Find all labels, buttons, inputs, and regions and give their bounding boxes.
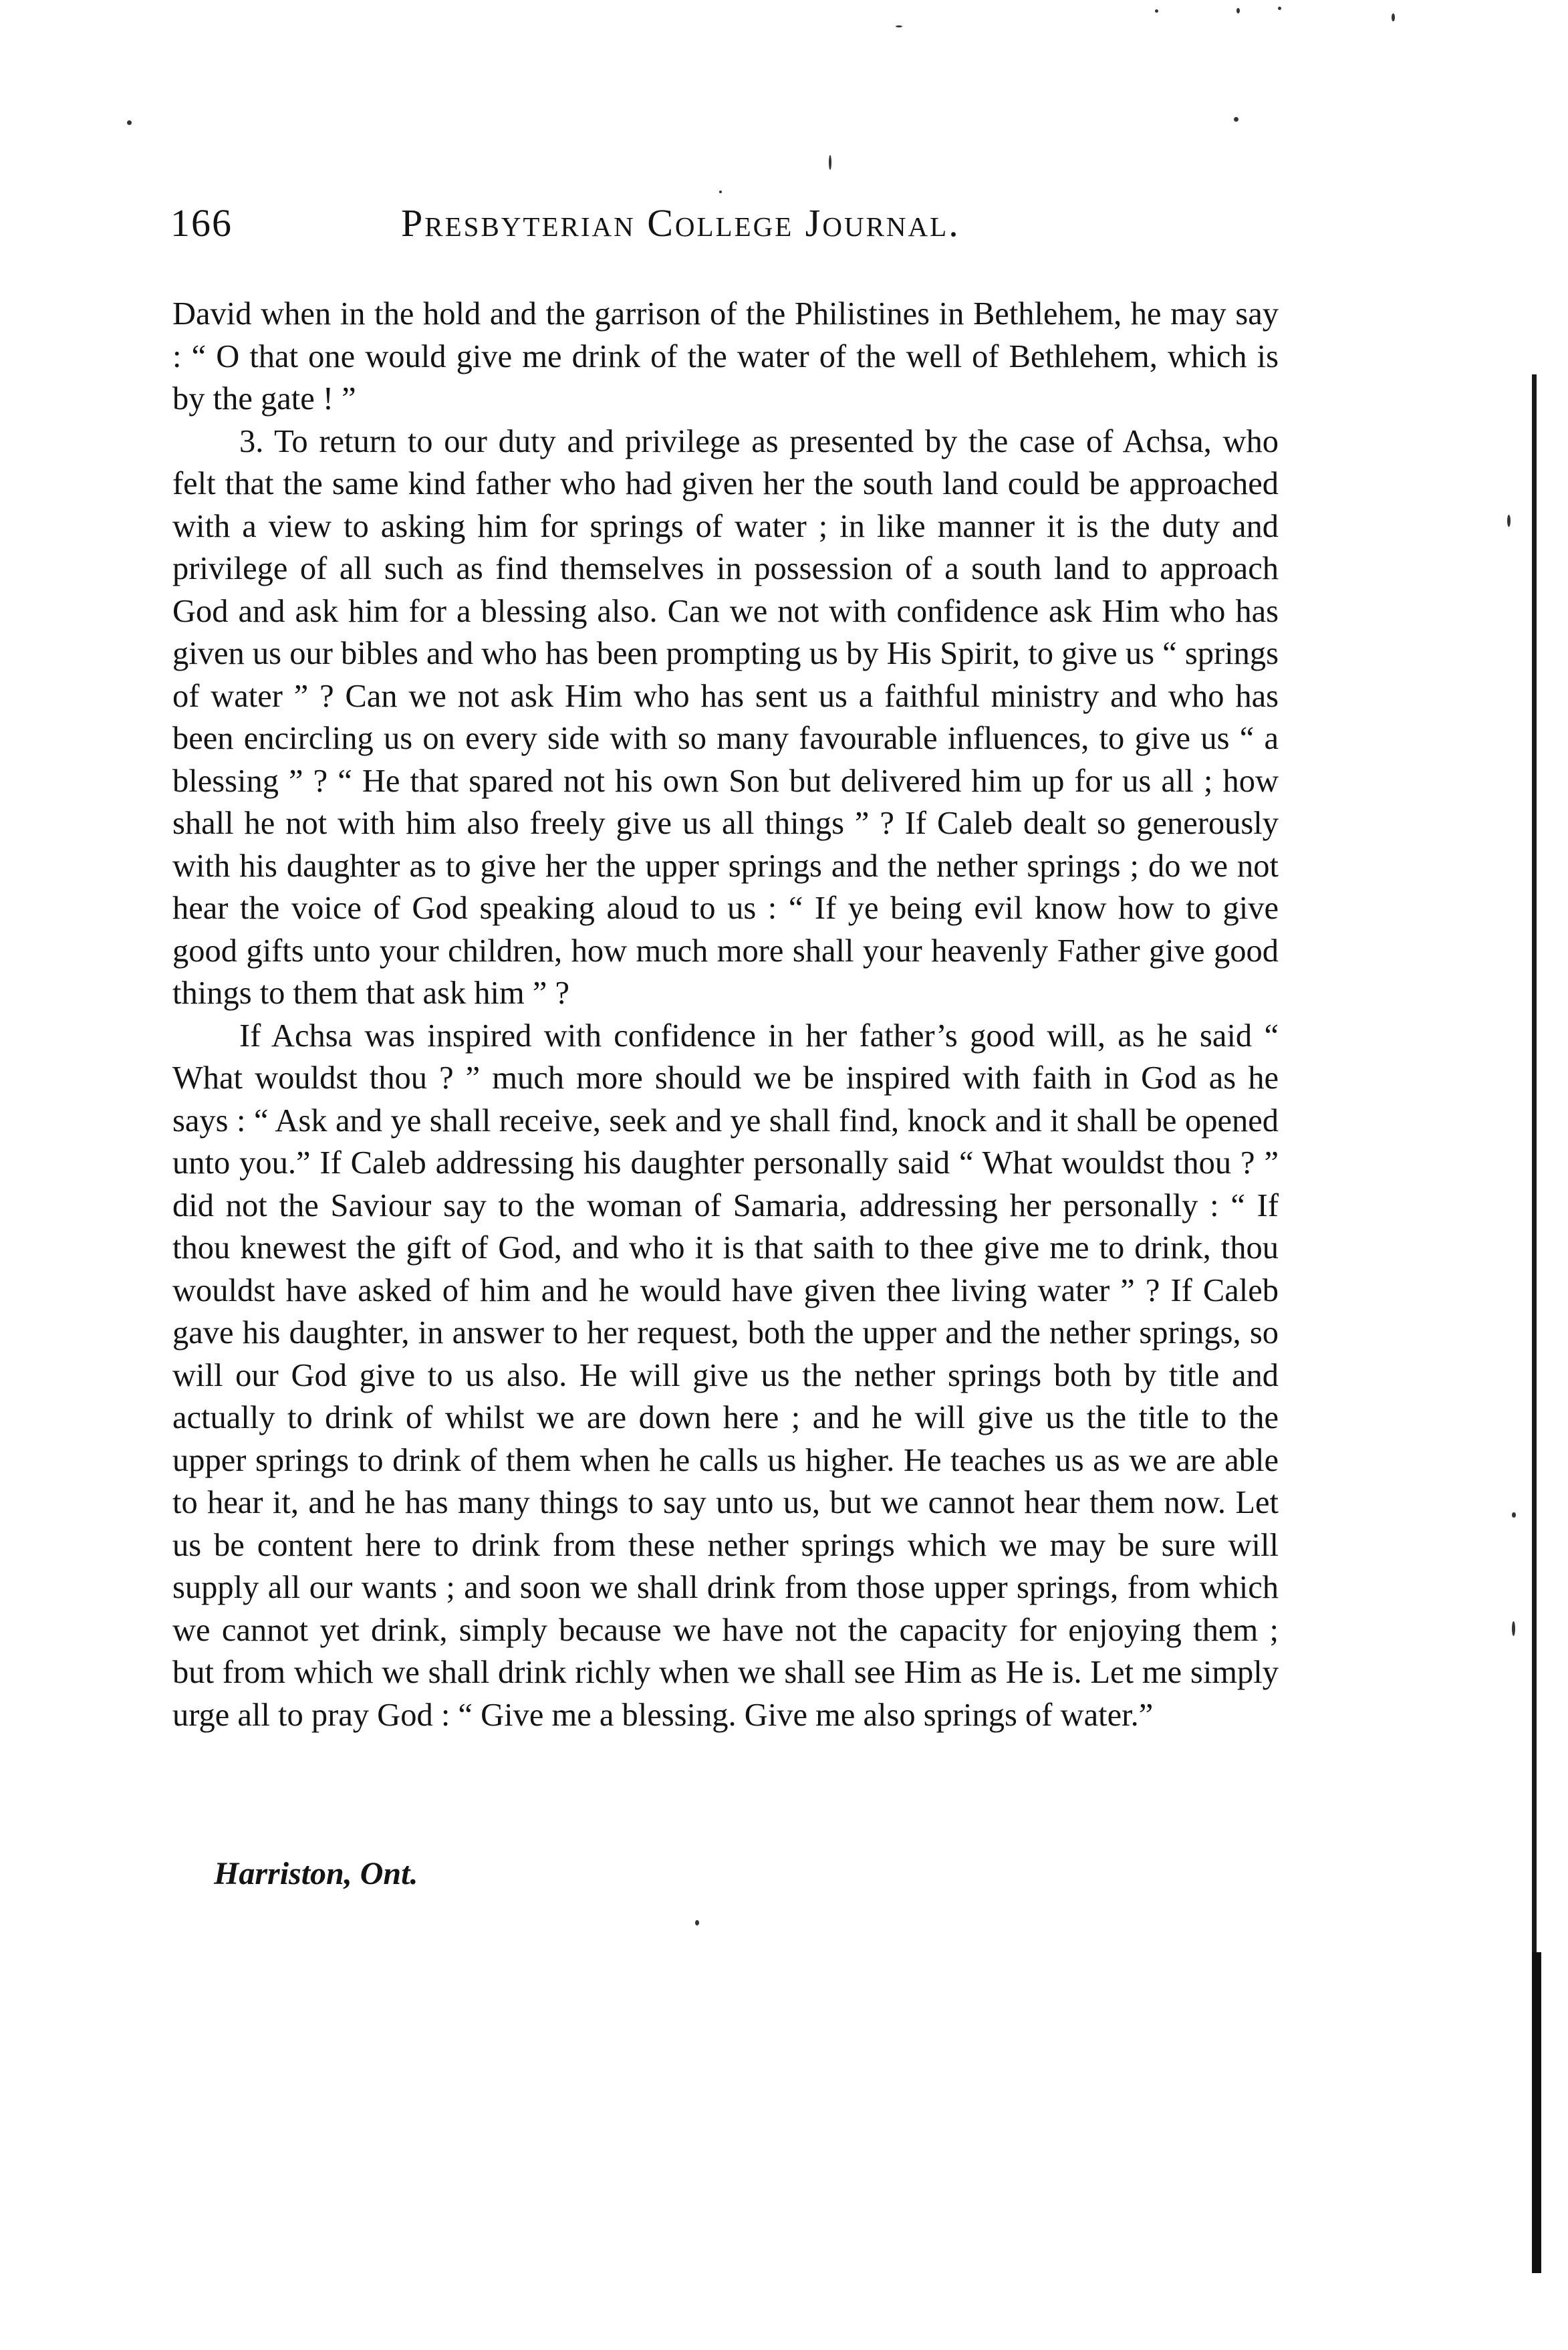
scan-speck [1236, 8, 1240, 13]
paragraph-point-three: 3. To return to our duty and privilege as presented by the case of Achsa, who felt that the same kind father who had given her the south land could be approached with a view to asking him for springs of water ; in like manner it is the duty and privilege of all such as find themselves in possession of a south land to approach God and ask him for a blessing also. Can we not with confidence ask Him who has given us our bibles and who has been prompting us by His Spirit, to give us “ springs of water ” ? Can we not ask Him who has sent us a faithful ministry and who has been encircling us on every side with so many favourable influences, to give us “ a blessing ” ? “ He that spared not his own Son but delivered him up for us all ; how shall he not with him also freely give us all things ” ? If Caleb dealt so generously with his daughter as to give her the upper springs and the nether springs ; do we not hear the voice of God speaking aloud to us : “ If ye being evil know how to give good gifts unto your children, how much more shall your heavenly Father give good things to them that ask him ” ? [172, 423, 1279, 1011]
running-title: Presbyterian College Journal. [401, 201, 960, 245]
binding-edge-shadow-thick [1532, 1952, 1541, 2273]
page-number: 166 [170, 201, 233, 245]
scan-speck [1512, 1512, 1516, 1518]
scan-speck [1155, 9, 1158, 13]
scan-speck [896, 25, 902, 27]
scan-speck [127, 120, 132, 125]
scan-speck [1234, 117, 1238, 122]
scan-speck [1512, 1621, 1515, 1636]
scan-speck [829, 155, 831, 170]
author-location: Harriston, Ont. [214, 1856, 418, 1891]
scan-speck [1507, 515, 1511, 527]
scan-speck [1278, 7, 1281, 10]
paragraph-conclusion: If Achsa was inspired with confidence in her father’s good will, as he said “ What wouldst thou ? ” much more should we be inspired with faith in God as he says : “ Ask and ye shall receive, seek and ye shall find, knock and it shall be opened unto you.” If Caleb addressing his daughter personally said “ What wouldst thou ? ” did not the Saviour say to the woman of Samaria, addressing her personally : “ If thou knewest the gift of God, and who it is that saith to thee give me to drink, thou wouldst have asked of him and he would have given thee living water ” ? If Caleb gave his daughter, in answer to her request, both the upper and the nether springs, so will our God give to us also. He will give us the nether springs both by title and actually to drink of whilst we are down here ; and he will give us the title to the upper springs to drink of them when he calls us higher. He teaches us as we are able to hear it, and he has many things to say unto us, but we cannot hear them now. Let us be content here to drink from these nether springs which we may be sure will supply all our wants ; and soon we shall drink from those upper springs, from which we cannot yet drink, simply because we have not the capacity for enjoying them ; but from which we shall drink richly when we shall see Him as He is. Let me simply urge all to pray God : “ Give me a blessing. Give me also springs of water.” [172, 1018, 1279, 1733]
scan-speck [695, 1920, 699, 1925]
paragraph-continuation: David when in the hold and the garrison of the Philistines in Bethlehem, he may say : “ O that one would give me drink of the water of the well of Bethlehem, which is by the gate ! ” [172, 296, 1279, 417]
article-body [172, 293, 1279, 1736]
page-header [170, 201, 1307, 261]
scan-speck [719, 191, 722, 193]
scan-speck [1392, 13, 1395, 21]
